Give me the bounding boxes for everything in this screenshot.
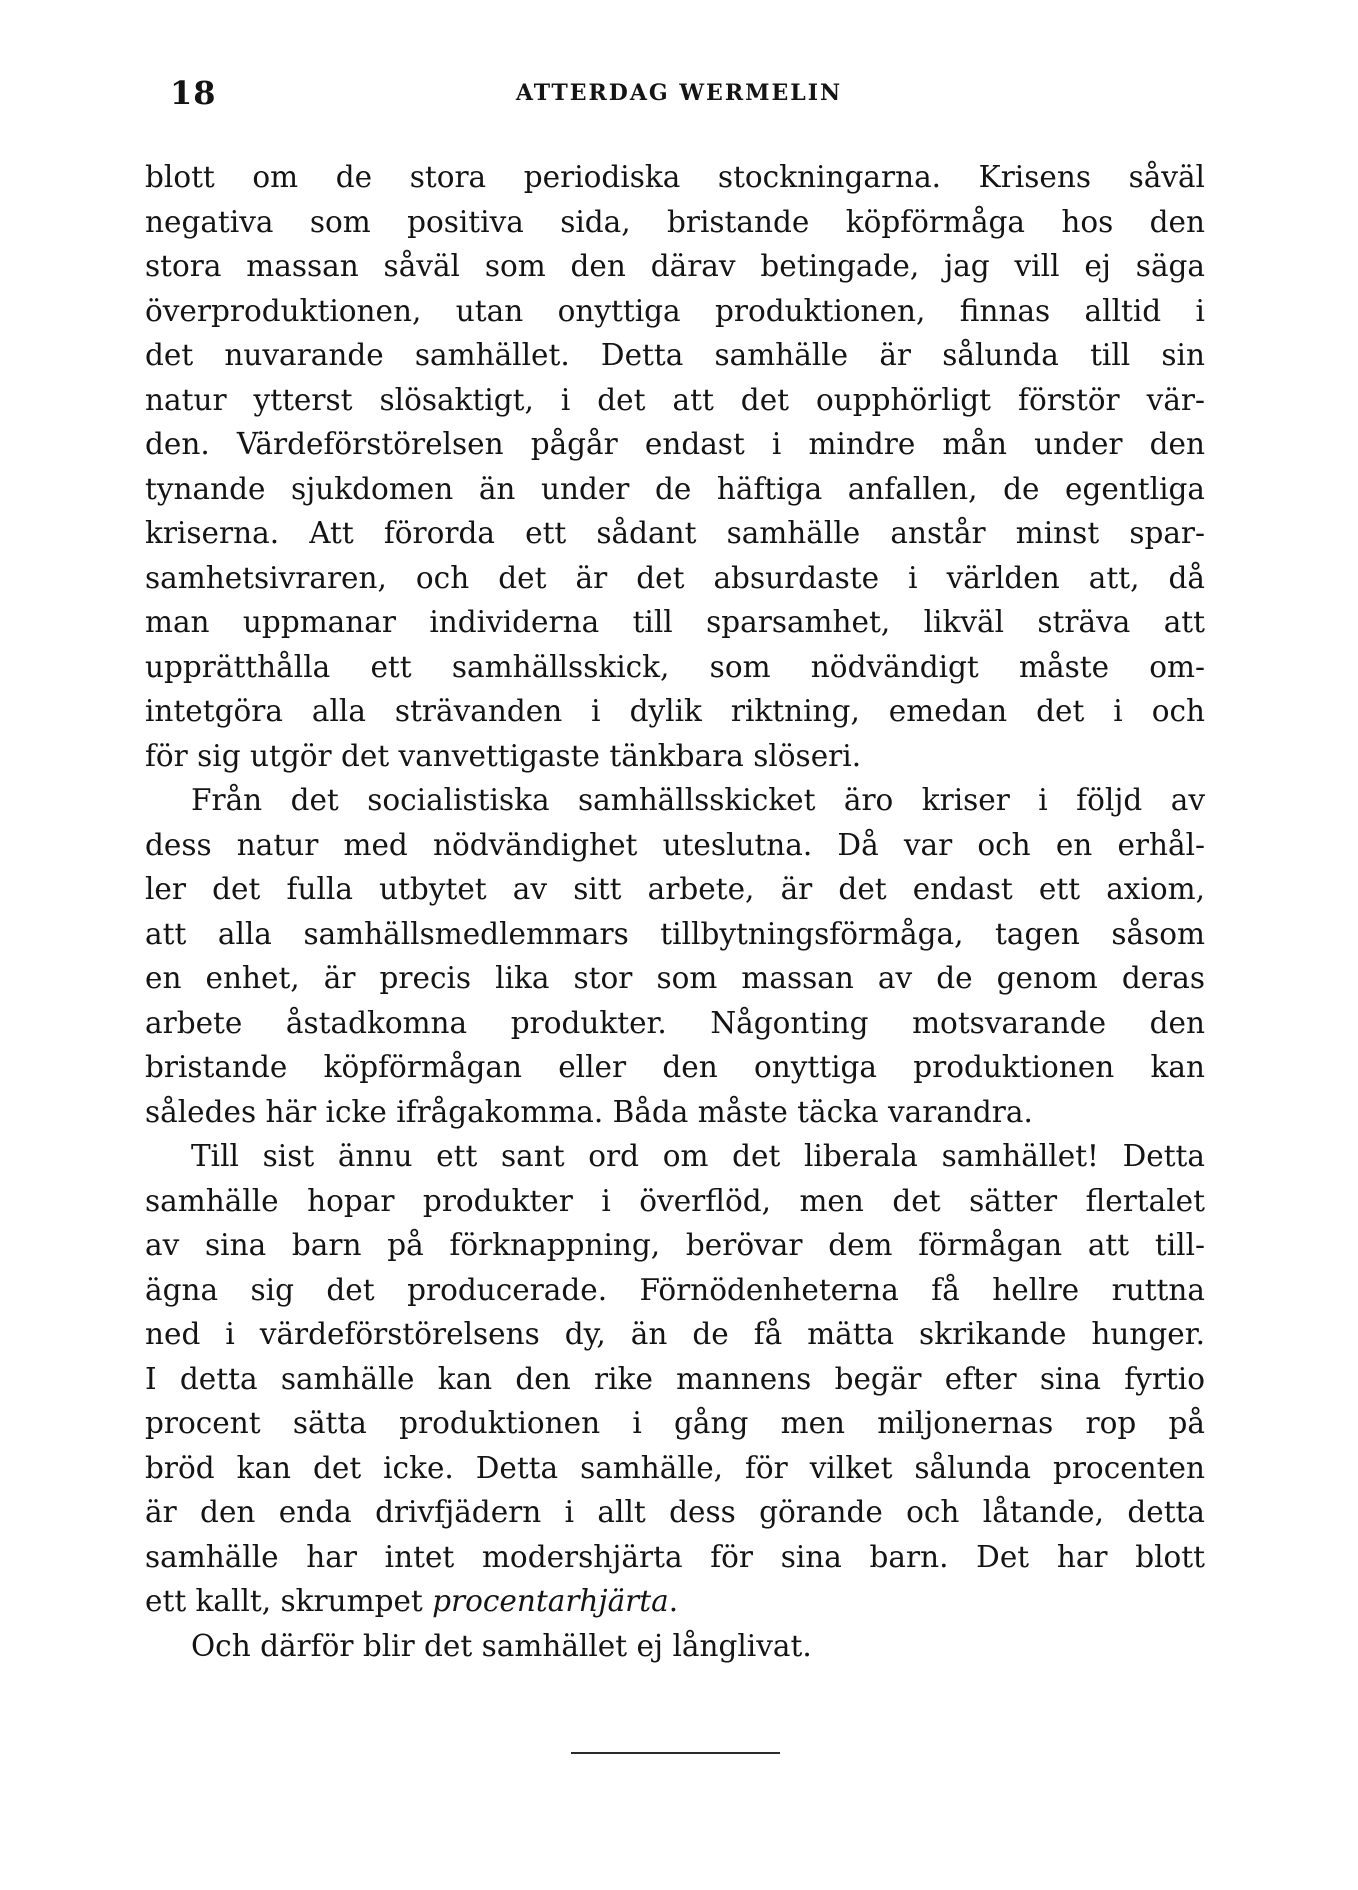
text-line: ned i värdeförstörelsens dy, än de få mätta skrikande hunger. — [145, 1317, 1205, 1351]
text-line: intetgöra alla strävanden i dylik riktning, emedan det i och — [145, 694, 1205, 728]
text-line: är den enda drivfjädern i allt dess görande och låtande, detta — [145, 1495, 1205, 1529]
text-line: arbete åstadkomna produkter. Någonting motsvarande den — [145, 1005, 1205, 1040]
text-line: dess natur med nödvändighet uteslutna. Då var och en erhål- — [145, 827, 1205, 862]
italic-term: procentarhjärta — [432, 1584, 669, 1618]
text-line: natur ytterst slösaktigt, i det att det oupphörligt förstör vär- — [145, 382, 1205, 417]
text-line: samhälle har intet modershjärta för sina barn. Det har blott — [145, 1539, 1205, 1574]
text-line: kriserna. Att förorda ett sådant samhälle anstår minst spar- — [145, 516, 1205, 550]
text-line: för sig utgör det vanvettigaste tänkbara slöseri. — [145, 738, 862, 773]
text-line: blott om de stora periodiska stockningarna. Krisens såväl — [145, 160, 1205, 194]
text-line: negativa som positiva sida, bristande köpförmåga hos den — [145, 204, 1205, 239]
text-line: således här icke ifrågakomma. Båda måste täcka varandra. — [145, 1094, 1033, 1129]
text-line: en enhet, är precis lika stor som massan av de genom deras — [145, 961, 1205, 995]
text-line: av sina barn på förknappning, berövar dem förmågan att till- — [145, 1228, 1205, 1262]
text-line: ägna sig det producerade. Förnödenheterna få hellre ruttna — [145, 1272, 1205, 1307]
text-line: den. Värdeförstörelsen pågår endast i mindre mån under den — [145, 427, 1205, 461]
text-line: tynande sjukdomen än under de häftiga anfallen, de egentliga — [145, 471, 1205, 506]
end-rule-divider — [571, 1752, 780, 1754]
page-number: 18 — [170, 74, 217, 112]
text-line: I detta samhälle kan den rike mannens begär efter sina fyrtio — [145, 1361, 1205, 1396]
text-line: upprätthålla ett samhällsskick, som nödvändigt måste om- — [145, 649, 1205, 684]
text-line: att alla samhällsmedlemmars tillbytningsförmåga, tagen såsom — [145, 916, 1205, 951]
text-line: samhälle hopar produkter i överflöd, men det sätter flertalet — [145, 1183, 1205, 1218]
text-line-closing — [145, 1579, 1205, 1624]
text-span: . — [668, 1584, 679, 1618]
text-line: man uppmanar individerna till sparsamhet, likväl sträva att — [145, 605, 1205, 639]
text-line: ler det fulla utbytet av sitt arbete, är det endast ett axiom, — [145, 872, 1205, 906]
text-line: samhetsivraren, och det är det absurdaste i världen att, då — [145, 560, 1205, 595]
text-span: ett kallt, skrumpet — [145, 1584, 433, 1618]
text-line: Och därför blir det samhället ej långlivat. — [191, 1628, 812, 1663]
text-line: Från det socialistiska samhällsskicket äro kriser i följd av — [191, 783, 1205, 817]
text-line: det nuvarande samhället. Detta samhälle är sålunda till sin — [145, 338, 1205, 372]
text-line: överproduktionen, utan onyttiga produktionen, finnas alltid i — [145, 293, 1205, 328]
text-line: Till sist ännu ett sant ord om det liberala samhället! Detta — [191, 1139, 1205, 1173]
body-text — [145, 155, 1205, 1668]
text-line: bröd kan det icke. Detta samhälle, för vilket sålunda procenten — [145, 1450, 1205, 1485]
text-line: bristande köpförmågan eller den onyttiga produktionen kan — [145, 1050, 1205, 1084]
text-line: procent sätta produktionen i gång men miljonernas rop på — [145, 1406, 1205, 1440]
running-head: ATTERDAG WERMELIN — [515, 80, 843, 106]
text-line: stora massan såväl som den därav betingade, jag vill ej säga — [145, 249, 1205, 283]
